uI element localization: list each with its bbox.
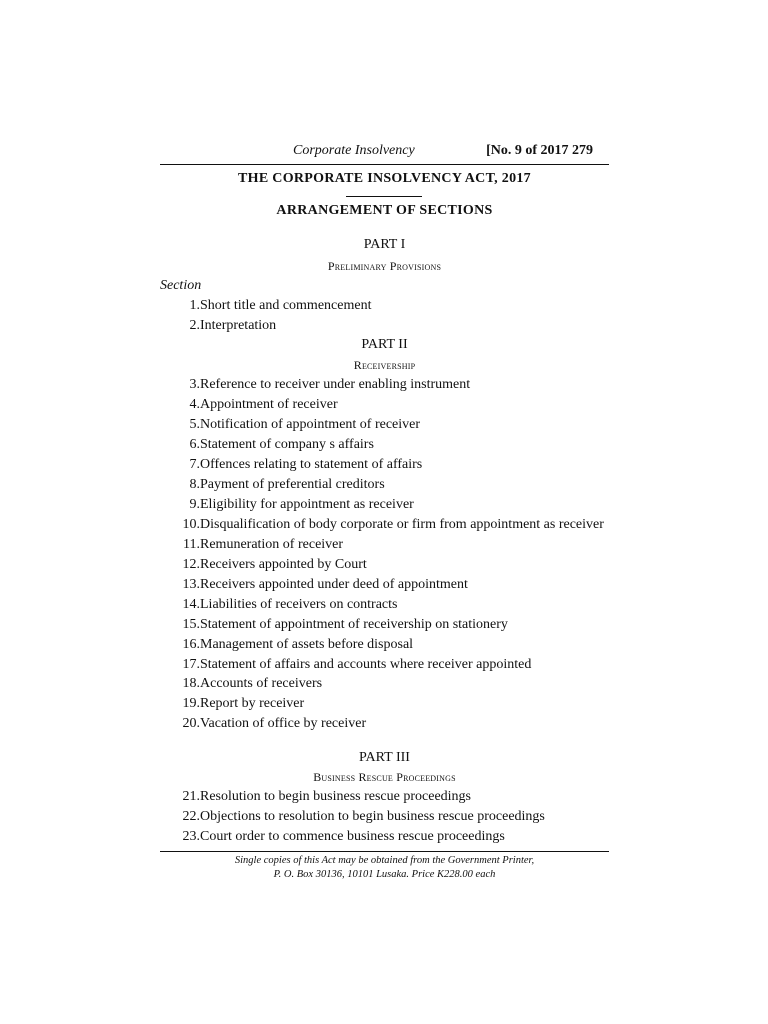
section-title: Liabilities of receivers on contracts xyxy=(200,597,398,612)
toc-entry xyxy=(160,397,620,417)
footer-line: Single copies of this Act may be obtained from the Government Printer, xyxy=(234,855,535,866)
header-rule xyxy=(160,164,609,165)
section-title: Resolution to begin business rescue proceedings xyxy=(200,789,472,804)
toc-entry xyxy=(160,809,620,829)
section-number: 3. xyxy=(189,377,200,392)
arrangement-heading: ARRANGEMENT OF SECTIONS xyxy=(276,203,493,218)
section-title: Receivers appointed under deed of appointment xyxy=(200,577,468,592)
footer-line: P. O. Box 30136, 10101 Lusaka. Price K228.00 each xyxy=(273,869,496,880)
section-number: 5. xyxy=(189,417,200,432)
section-title: Reference to receiver under enabling instrument xyxy=(200,377,471,392)
section-title: Statement of appointment of receivership on stationery xyxy=(200,617,508,632)
section-title: Objections to resolution to begin business rescue proceedings xyxy=(200,809,545,824)
section-number: 11. xyxy=(183,537,200,552)
section-number: 19. xyxy=(182,696,200,711)
title-divider xyxy=(346,196,422,197)
section-title: Receivers appointed by Court xyxy=(200,557,367,572)
section-number: 14. xyxy=(182,597,200,612)
section-number: 6. xyxy=(189,437,200,452)
section-number: 13. xyxy=(182,577,200,592)
toc-entry xyxy=(160,557,620,577)
toc-entry xyxy=(160,417,620,437)
toc-entry xyxy=(160,517,620,537)
section-number: 23. xyxy=(182,829,200,844)
section-number: 12. xyxy=(182,557,200,572)
section-title: Eligibility for appointment as receiver xyxy=(200,497,414,512)
toc-entry xyxy=(160,497,620,517)
section-number: 16. xyxy=(182,637,200,652)
toc-entry xyxy=(160,437,620,457)
toc-entry xyxy=(160,676,620,696)
toc-entry xyxy=(160,457,620,477)
part-name: Receivership xyxy=(353,358,416,372)
section-number: 7. xyxy=(189,457,200,472)
running-head-title: Corporate Insolvency xyxy=(293,143,415,158)
section-title: Vacation of office by receiver xyxy=(200,716,367,731)
section-title: Interpretation xyxy=(200,318,277,333)
section-column-header: Section xyxy=(160,278,202,293)
section-number: 9. xyxy=(189,497,200,512)
section-number: 1. xyxy=(189,298,200,313)
part-label: PART I xyxy=(363,237,406,252)
part-label: PART II xyxy=(361,337,408,352)
toc-entry xyxy=(160,829,620,849)
running-head xyxy=(160,143,609,163)
part-label: PART III xyxy=(359,750,410,765)
section-title: Notification of appointment of receiver xyxy=(200,417,421,432)
toc-entry xyxy=(160,696,620,716)
toc-entry xyxy=(160,377,620,397)
toc-entry xyxy=(160,537,620,557)
section-number: 18. xyxy=(182,676,200,691)
section-number: 8. xyxy=(189,477,200,492)
section-title: Statement of affairs and accounts where receiver appointed xyxy=(200,657,532,672)
section-number: 20. xyxy=(182,716,200,731)
section-title: Management of assets before disposal xyxy=(200,637,414,652)
toc-entry xyxy=(160,617,620,637)
toc-entry xyxy=(160,716,620,736)
toc-entry xyxy=(160,477,620,497)
section-title: Accounts of receivers xyxy=(200,676,323,691)
part-name: Preliminary Provisions xyxy=(327,259,442,273)
section-number: 2. xyxy=(189,318,200,333)
section-title: Short title and commencement xyxy=(200,298,372,313)
section-title: Statement of company s affairs xyxy=(200,437,374,452)
toc-entry xyxy=(160,318,620,338)
section-number: 10. xyxy=(182,517,200,532)
section-number: 21. xyxy=(182,789,200,804)
footer-rule xyxy=(160,851,609,852)
toc-entry xyxy=(160,577,620,597)
toc-entry xyxy=(160,637,620,657)
section-title: Remuneration of receiver xyxy=(200,537,344,552)
toc-entry xyxy=(160,789,620,809)
section-title: Appointment of receiver xyxy=(200,397,338,412)
section-number: 17. xyxy=(182,657,200,672)
toc-entry xyxy=(160,298,620,318)
section-number: 22. xyxy=(182,809,200,824)
section-title: Offences relating to statement of affairs xyxy=(200,457,423,472)
section-title: Payment of preferential creditors xyxy=(200,477,385,492)
section-title: Court order to commence business rescue proceedings xyxy=(200,829,505,844)
section-title: Disqualification of body corporate or firm from appointment as receiver xyxy=(200,517,604,532)
part-name: Business Rescue Proceedings xyxy=(313,770,456,784)
toc-entry xyxy=(160,657,620,677)
act-title: THE CORPORATE INSOLVENCY ACT, 2017 xyxy=(238,171,531,186)
running-head-number: [No. 9 of 2017 279 xyxy=(486,143,593,158)
section-number: 15. xyxy=(182,617,200,632)
section-number: 4. xyxy=(189,397,200,412)
toc-entry xyxy=(160,597,620,617)
section-title: Report by receiver xyxy=(200,696,305,711)
